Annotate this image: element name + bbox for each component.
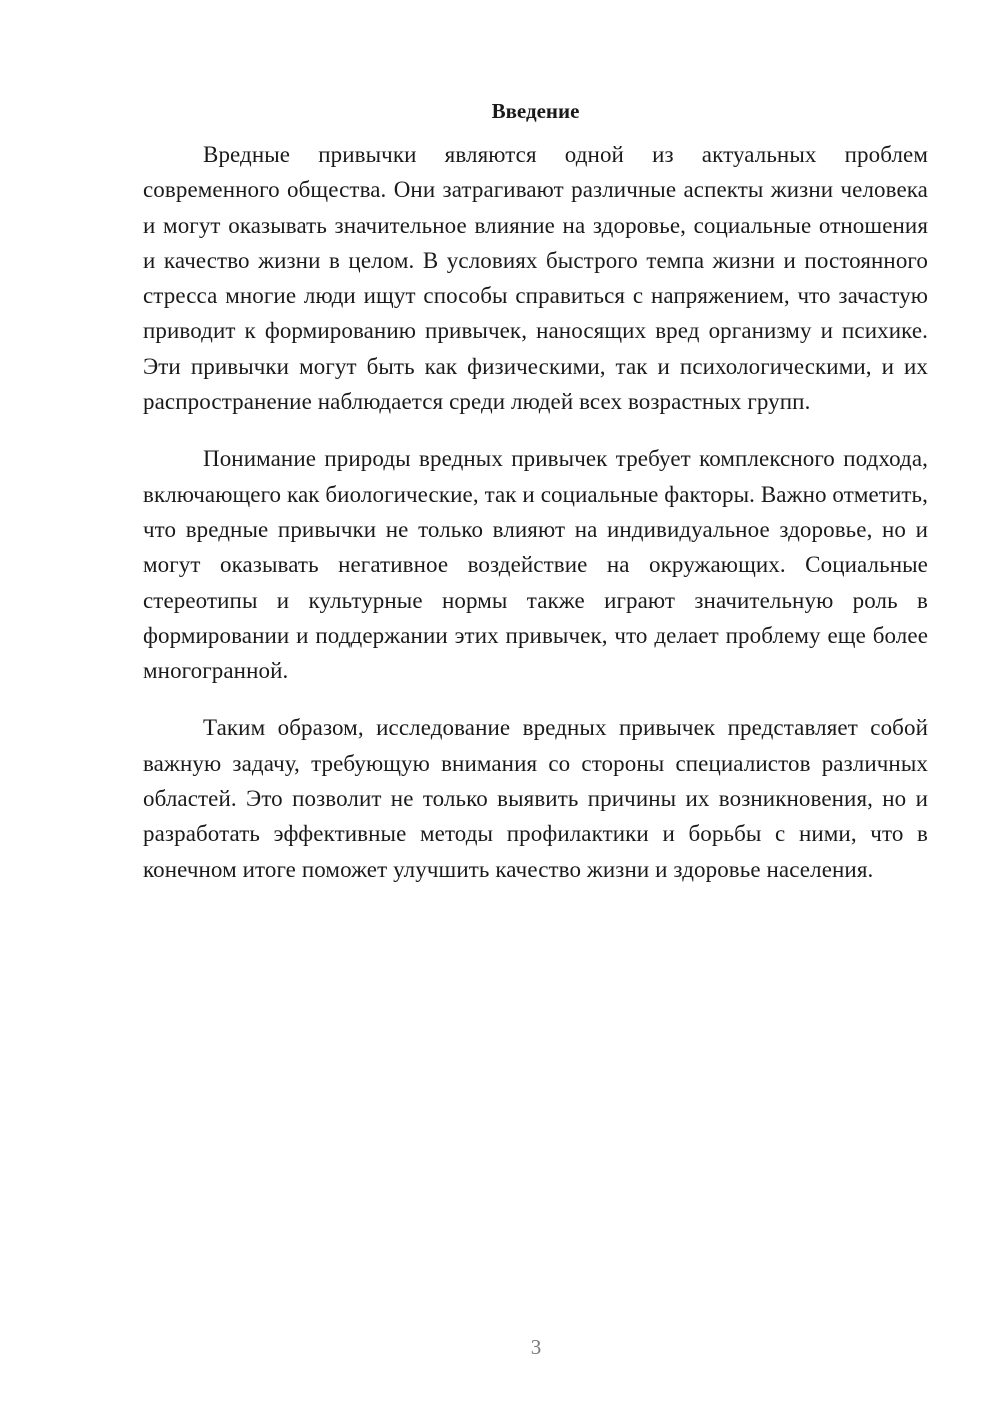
paragraph-3: Таким образом, исследование вредных привычек представляет собой важную задачу, требующую внимания со стороны специалистов различных областей. Это позволит не только выявить причины их возникновения, но и разработать эффективные методы профилактики и борьбы с ними, что в конечном итоге поможет улучшить качество жизни и здоровье населения. bbox=[143, 715, 928, 882]
page-number: 3 bbox=[530, 1335, 542, 1359]
paragraph-1: Вредные привычки являются одной из актуальных проблем современного общества. Они затрагивают различные аспекты жизни человека и могут оказывать значительное влияние на здоровье, социальные отношения и качество жизни в целом. В условиях быстрого темпа жизни и постоянного стресса многие люди ищут способы справиться с напряжением, что зачастую приводит к формированию привычек, наносящих вред организму и психике. Эти привычки могут быть как физическими, так и психологическими, и их распространение наблюдается среди людей всех возрастных групп. bbox=[143, 142, 928, 415]
paragraph-2: Понимание природы вредных привычек требует комплексного подхода, включающего как биологические, так и социальные факторы. Важно отметить, что вредные привычки не только влияют на индивидуальное здоровье, но и могут оказывать негативное воздействие на окружающих. Социальные стереотипы и культурные нормы также играют значительную роль в формировании и поддержании этих привычек, что делает проблему еще более многогранной. bbox=[143, 446, 928, 684]
section-heading: Введение bbox=[491, 99, 580, 123]
page-content bbox=[143, 96, 928, 909]
